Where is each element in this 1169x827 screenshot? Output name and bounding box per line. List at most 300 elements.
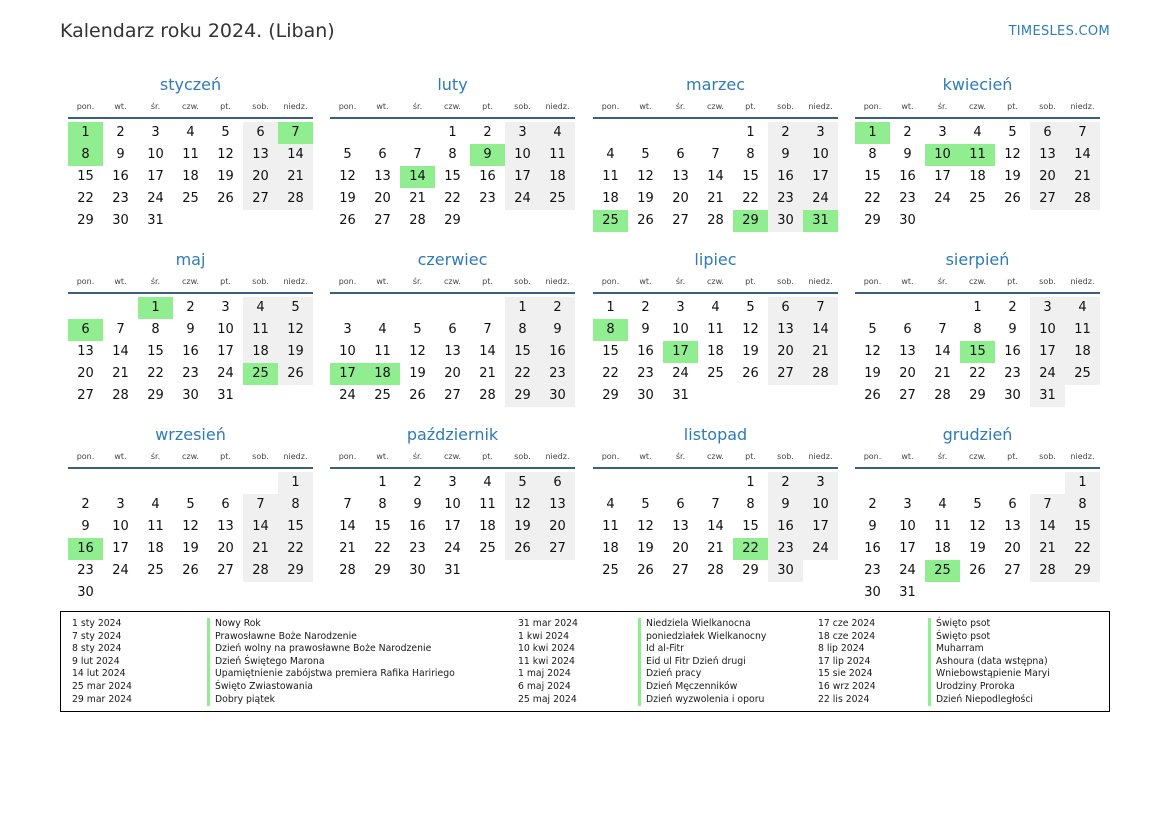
day-cell: 6 <box>768 297 803 319</box>
day-cell: 17 <box>147 169 164 184</box>
day-cell: 13 <box>1030 144 1065 166</box>
day-cell: 14 <box>1030 516 1065 538</box>
day-cell: 16 <box>1004 344 1021 359</box>
legend-holiday-name: Dzień Świętego Marona <box>207 656 325 669</box>
day-cell: 18 <box>602 541 619 556</box>
empty-cell <box>68 297 103 319</box>
empty-cell <box>855 297 890 319</box>
day-cell: 23 <box>540 363 575 385</box>
day-cell: 11 <box>602 519 619 534</box>
legend-column-2 <box>518 618 766 706</box>
legend-holiday-name: Muharram <box>928 643 984 656</box>
day-cell: 10 <box>147 147 164 162</box>
weekday-label: śr. <box>150 452 161 461</box>
weekday-header <box>593 448 838 469</box>
day-cell: 12 <box>742 322 759 337</box>
day-cell: 21 <box>409 191 426 206</box>
day-cell: 7 <box>1065 122 1100 144</box>
weekday-label: sob. <box>514 102 531 111</box>
day-cell: 16 <box>112 169 129 184</box>
day-cell: 4 <box>378 322 387 337</box>
holiday-day-cell: 9 <box>470 144 505 166</box>
day-cell: 15 <box>278 516 313 538</box>
day-cell: 27 <box>672 563 689 578</box>
day-cell: 31 <box>1030 385 1065 407</box>
empty-cell <box>330 472 365 494</box>
weekday-label: sob. <box>777 277 794 286</box>
legend-holiday-name: Urodziny Proroka <box>928 681 1015 694</box>
day-cell: 18 <box>969 169 986 184</box>
month-title: wrzesień <box>155 425 226 444</box>
weekday-label: wt. <box>114 452 127 461</box>
day-cell: 5 <box>868 322 877 337</box>
day-cell: 15 <box>374 519 391 534</box>
day-cell: 9 <box>540 319 575 341</box>
day-cell: 13 <box>77 344 94 359</box>
weekday-label: czw. <box>182 277 199 286</box>
day-cell: 14 <box>934 344 951 359</box>
day-cell: 11 <box>540 144 575 166</box>
day-cell: 1 <box>378 475 387 490</box>
legend-date: 17 lip 2024 <box>818 655 871 667</box>
month-title: czerwiec <box>417 250 488 269</box>
weekday-label: śr. <box>675 452 686 461</box>
day-cell: 5 <box>1008 125 1017 140</box>
day-cell: 26 <box>339 213 356 228</box>
day-cell: 7 <box>343 497 352 512</box>
day-cell: 13 <box>672 519 689 534</box>
day-cell: 22 <box>278 538 313 560</box>
holiday-day-cell: 7 <box>278 122 313 144</box>
day-cell: 14 <box>707 169 724 184</box>
day-cell: 15 <box>444 169 461 184</box>
day-cell: 10 <box>803 494 838 516</box>
day-cell: 10 <box>339 344 356 359</box>
weekday-label: sob. <box>514 452 531 461</box>
legend-holiday-name: Eid ul Fitr Dzień drugi <box>638 656 746 669</box>
day-cell: 9 <box>868 519 877 534</box>
legend-row <box>818 631 1050 644</box>
weekday-label: niedz. <box>545 277 570 286</box>
legend-date: 16 wrz 2024 <box>818 680 876 692</box>
day-cell: 4 <box>483 475 492 490</box>
weekday-label: śr. <box>937 452 948 461</box>
weekday-label: pt. <box>482 277 493 286</box>
day-cell: 27 <box>444 388 461 403</box>
day-cell: 23 <box>409 541 426 556</box>
day-cell: 29 <box>374 563 391 578</box>
day-cell: 13 <box>217 519 234 534</box>
weekday-label: sob. <box>252 277 269 286</box>
weekday-header <box>855 448 1100 469</box>
day-cell: 7 <box>483 322 492 337</box>
day-cell: 16 <box>479 169 496 184</box>
day-cell: 1 <box>606 300 615 315</box>
day-cell: 22 <box>444 191 461 206</box>
legend-row <box>72 656 455 669</box>
day-cell: 22 <box>374 541 391 556</box>
empty-cell <box>698 472 733 494</box>
weekday-label: sob. <box>514 277 531 286</box>
day-cell: 23 <box>182 366 199 381</box>
day-cell: 12 <box>1004 147 1021 162</box>
day-cell: 12 <box>969 519 986 534</box>
day-cell: 19 <box>505 516 540 538</box>
day-cell: 26 <box>864 388 881 403</box>
day-cell: 20 <box>768 341 803 363</box>
legend-holiday-name: Dzień wolny na prawosławne Boże Narodzenie <box>207 643 431 656</box>
day-cell: 22 <box>602 366 619 381</box>
holiday-legend <box>60 611 1110 712</box>
day-cell: 30 <box>1004 388 1021 403</box>
day-cell: 2 <box>903 125 912 140</box>
day-cell: 19 <box>409 366 426 381</box>
day-cell: 31 <box>147 213 164 228</box>
day-cell: 26 <box>969 563 986 578</box>
day-cell: 8 <box>1065 494 1100 516</box>
day-cell: 25 <box>602 563 619 578</box>
weekday-label: niedz. <box>1070 277 1095 286</box>
day-cell: 13 <box>672 169 689 184</box>
day-cell: 27 <box>243 188 278 210</box>
weekday-label: pt. <box>220 102 231 111</box>
day-cell: 21 <box>479 366 496 381</box>
day-cell: 17 <box>934 169 951 184</box>
day-cell: 10 <box>1030 319 1065 341</box>
weekday-label: czw. <box>707 277 724 286</box>
day-cell: 27 <box>1030 188 1065 210</box>
legend-date: 10 kwi 2024 <box>518 643 575 655</box>
legend-holiday-name: Święto Zwiastowania <box>207 681 313 694</box>
day-cell: 19 <box>278 341 313 363</box>
month-calendar <box>855 249 1100 407</box>
legend-date: 8 sty 2024 <box>72 643 122 655</box>
empty-cell <box>960 472 995 494</box>
day-cell: 14 <box>339 519 356 534</box>
weekday-label: sob. <box>1039 277 1056 286</box>
day-cell: 8 <box>505 319 540 341</box>
legend-holiday-name: Święto psot <box>928 631 990 644</box>
brand-link[interactable]: TIMESLES.COM <box>1008 24 1110 39</box>
day-cell: 6 <box>676 497 685 512</box>
day-cell: 28 <box>243 560 278 582</box>
day-cell: 22 <box>147 366 164 381</box>
legend-column-3 <box>818 618 1050 706</box>
day-cell: 22 <box>77 191 94 206</box>
day-grid <box>855 297 1100 407</box>
day-cell: 14 <box>1065 144 1100 166</box>
legend-row <box>518 656 766 669</box>
day-cell: 2 <box>186 300 195 315</box>
day-cell: 5 <box>641 497 650 512</box>
weekday-header <box>855 98 1100 119</box>
day-cell: 16 <box>899 169 916 184</box>
day-cell: 1 <box>973 300 982 315</box>
day-cell: 28 <box>1030 560 1065 582</box>
weekday-label: pon. <box>338 452 357 461</box>
weekday-label: pt. <box>220 277 231 286</box>
day-grid <box>593 297 838 407</box>
day-cell: 26 <box>637 563 654 578</box>
legend-holiday-name: Ashoura (data wstępna) <box>928 656 1048 669</box>
day-cell: 22 <box>864 191 881 206</box>
day-cell: 28 <box>409 213 426 228</box>
day-cell: 29 <box>77 213 94 228</box>
legend-row <box>818 694 1050 707</box>
day-cell: 6 <box>448 322 457 337</box>
day-cell: 21 <box>1065 166 1100 188</box>
legend-row <box>818 618 1050 631</box>
day-cell: 8 <box>151 322 160 337</box>
day-cell: 11 <box>374 344 391 359</box>
day-cell: 5 <box>641 147 650 162</box>
day-cell: 12 <box>637 519 654 534</box>
day-cell: 16 <box>768 516 803 538</box>
day-cell: 11 <box>934 519 951 534</box>
legend-date: 8 lip 2024 <box>818 643 865 655</box>
day-cell: 24 <box>112 563 129 578</box>
day-cell: 9 <box>186 322 195 337</box>
day-cell: 23 <box>1004 366 1021 381</box>
day-cell: 31 <box>444 563 461 578</box>
day-cell: 14 <box>707 519 724 534</box>
day-cell: 7 <box>1030 494 1065 516</box>
day-cell: 5 <box>505 472 540 494</box>
day-cell: 3 <box>803 122 838 144</box>
day-cell: 16 <box>768 166 803 188</box>
weekday-label: śr. <box>412 102 423 111</box>
day-cell: 26 <box>637 213 654 228</box>
day-cell: 15 <box>505 341 540 363</box>
day-cell: 8 <box>746 147 755 162</box>
weekday-label: pon. <box>863 102 882 111</box>
day-cell: 6 <box>1008 497 1017 512</box>
legend-date: 1 kwi 2024 <box>518 630 570 642</box>
day-cell: 30 <box>899 213 916 228</box>
day-cell: 18 <box>602 191 619 206</box>
day-cell: 21 <box>112 366 129 381</box>
day-cell: 1 <box>448 125 457 140</box>
day-cell: 26 <box>742 366 759 381</box>
weekday-label: czw. <box>444 102 461 111</box>
day-cell: 28 <box>479 388 496 403</box>
holiday-day-cell: 22 <box>733 538 768 560</box>
weekday-label: wt. <box>114 277 127 286</box>
weekday-label: wt. <box>376 102 389 111</box>
day-cell: 30 <box>864 585 881 600</box>
day-cell: 24 <box>147 191 164 206</box>
weekday-label: śr. <box>675 102 686 111</box>
day-cell: 16 <box>182 344 199 359</box>
day-cell: 8 <box>448 147 457 162</box>
day-cell: 3 <box>221 300 230 315</box>
day-cell: 28 <box>1065 188 1100 210</box>
day-cell: 24 <box>1030 363 1065 385</box>
day-cell: 9 <box>768 494 803 516</box>
legend-date: 15 sie 2024 <box>818 668 873 680</box>
day-cell: 17 <box>112 541 129 556</box>
day-cell: 26 <box>278 363 313 385</box>
day-cell: 16 <box>409 519 426 534</box>
day-cell: 21 <box>707 191 724 206</box>
day-cell: 11 <box>707 322 724 337</box>
day-cell: 18 <box>479 519 496 534</box>
day-cell: 4 <box>186 125 195 140</box>
month-title: listopad <box>683 425 748 444</box>
empty-cell <box>593 472 628 494</box>
month-title: lipiec <box>694 250 737 269</box>
day-cell: 7 <box>711 147 720 162</box>
day-cell: 20 <box>217 541 234 556</box>
day-cell: 3 <box>448 475 457 490</box>
legend-date: 7 sty 2024 <box>72 630 122 642</box>
month-title: maj <box>175 250 206 269</box>
weekday-label: sob. <box>1039 452 1056 461</box>
month-title: styczeń <box>159 75 222 94</box>
day-cell: 18 <box>707 344 724 359</box>
day-cell: 4 <box>606 147 615 162</box>
empty-cell <box>365 122 400 144</box>
legend-holiday-name: Dobry piątek <box>207 694 275 707</box>
weekday-label: czw. <box>969 277 986 286</box>
weekday-label: pt. <box>220 452 231 461</box>
legend-holiday-name: Dzień Męczenników <box>638 681 737 694</box>
holiday-day-cell: 17 <box>330 363 365 385</box>
empty-cell <box>890 297 925 319</box>
weekday-label: sob. <box>252 452 269 461</box>
month-title: kwiecień <box>942 75 1013 94</box>
empty-cell <box>628 122 663 144</box>
weekday-header <box>593 273 838 294</box>
day-cell: 13 <box>540 494 575 516</box>
legend-column-1 <box>72 618 455 706</box>
legend-date: 1 sty 2024 <box>72 618 122 629</box>
day-cell: 13 <box>444 344 461 359</box>
day-cell: 7 <box>711 497 720 512</box>
weekday-header <box>330 448 575 469</box>
day-cell: 27 <box>540 538 575 560</box>
day-cell: 30 <box>768 560 803 582</box>
day-grid <box>330 472 575 582</box>
day-cell: 8 <box>378 497 387 512</box>
holiday-day-cell: 16 <box>68 538 103 560</box>
day-cell: 12 <box>278 319 313 341</box>
day-cell: 15 <box>147 344 164 359</box>
day-cell: 18 <box>147 541 164 556</box>
day-cell: 20 <box>1030 166 1065 188</box>
weekday-label: pon. <box>76 277 95 286</box>
weekday-label: pon. <box>863 452 882 461</box>
day-cell: 27 <box>768 363 803 385</box>
day-cell: 3 <box>116 497 125 512</box>
weekday-label: niedz. <box>808 277 833 286</box>
day-cell: 4 <box>151 497 160 512</box>
weekday-label: pon. <box>338 102 357 111</box>
month-calendar <box>593 74 838 232</box>
legend-row <box>818 643 1050 656</box>
day-cell: 2 <box>768 472 803 494</box>
day-cell: 2 <box>1008 300 1017 315</box>
weekday-label: czw. <box>969 102 986 111</box>
month-calendar <box>330 249 575 407</box>
legend-row <box>518 618 766 631</box>
day-cell: 3 <box>505 122 540 144</box>
holiday-day-cell: 1 <box>138 297 173 319</box>
day-cell: 18 <box>934 541 951 556</box>
weekday-label: sob. <box>252 102 269 111</box>
day-cell: 5 <box>343 147 352 162</box>
day-cell: 10 <box>803 144 838 166</box>
weekday-label: pt. <box>482 102 493 111</box>
day-cell: 30 <box>77 585 94 600</box>
weekday-label: niedz. <box>1070 452 1095 461</box>
day-grid <box>330 122 575 232</box>
legend-date: 31 mar 2024 <box>518 618 578 629</box>
day-cell: 23 <box>899 191 916 206</box>
day-cell: 1 <box>1065 472 1100 494</box>
weekday-label: wt. <box>639 277 652 286</box>
day-cell: 20 <box>77 366 94 381</box>
day-cell: 3 <box>676 300 685 315</box>
holiday-day-cell: 25 <box>593 210 628 232</box>
day-cell: 10 <box>444 497 461 512</box>
day-cell: 13 <box>374 169 391 184</box>
day-cell: 23 <box>637 366 654 381</box>
holiday-day-cell: 17 <box>663 341 698 363</box>
day-cell: 12 <box>217 147 234 162</box>
empty-cell <box>435 297 470 319</box>
legend-row <box>518 643 766 656</box>
day-cell: 6 <box>676 147 685 162</box>
day-cell: 24 <box>899 563 916 578</box>
weekday-label: niedz. <box>808 102 833 111</box>
day-cell: 18 <box>540 166 575 188</box>
day-cell: 20 <box>540 516 575 538</box>
legend-row <box>72 618 455 631</box>
weekday-label: śr. <box>150 102 161 111</box>
weekday-header <box>330 273 575 294</box>
legend-date: 14 lut 2024 <box>72 668 126 680</box>
day-cell: 4 <box>243 297 278 319</box>
day-cell: 8 <box>973 322 982 337</box>
legend-holiday-name: Nowy Rok <box>207 618 261 631</box>
weekday-label: niedz. <box>545 452 570 461</box>
day-cell: 27 <box>374 213 391 228</box>
holiday-day-cell: 10 <box>925 144 960 166</box>
day-cell: 10 <box>505 144 540 166</box>
legend-date: 17 cze 2024 <box>818 618 876 629</box>
day-cell: 19 <box>217 169 234 184</box>
day-cell: 30 <box>112 213 129 228</box>
legend-row <box>518 694 766 707</box>
weekday-label: sob. <box>1039 102 1056 111</box>
day-grid <box>855 122 1100 232</box>
month-calendar <box>855 424 1100 604</box>
day-cell: 7 <box>243 494 278 516</box>
month-title: sierpień <box>945 250 1010 269</box>
day-cell: 5 <box>746 300 755 315</box>
legend-holiday-name: Niedziela Wielkanocna <box>638 618 751 631</box>
day-cell: 28 <box>278 188 313 210</box>
day-cell: 6 <box>221 497 230 512</box>
month-title: październik <box>406 425 499 444</box>
day-cell: 28 <box>112 388 129 403</box>
legend-row <box>518 631 766 644</box>
day-cell: 29 <box>444 213 461 228</box>
holiday-day-cell: 14 <box>400 166 435 188</box>
legend-holiday-name: Prawosławne Boże Narodzenie <box>207 631 357 644</box>
day-grid <box>593 122 838 232</box>
